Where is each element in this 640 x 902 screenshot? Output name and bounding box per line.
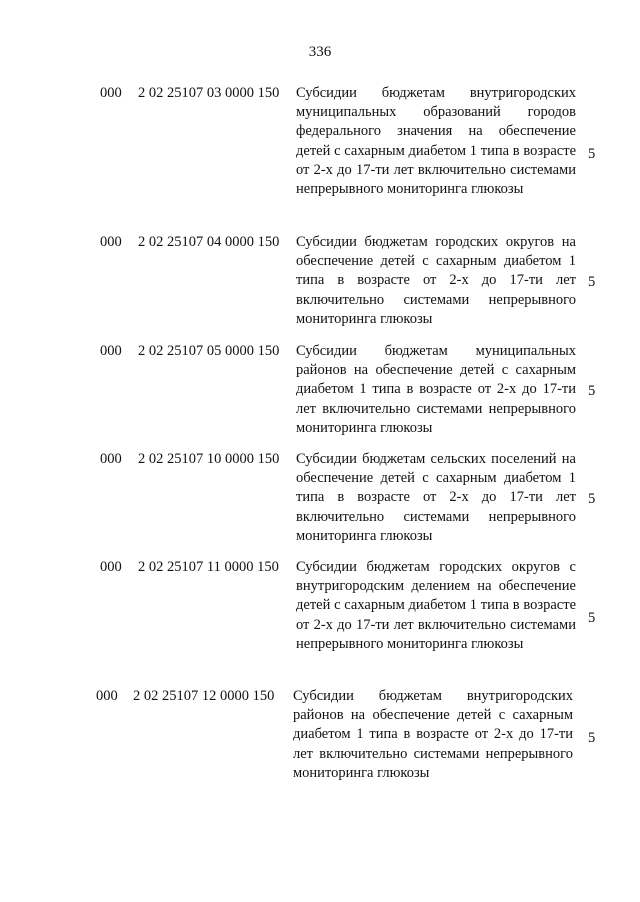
budget-code: 2 02 25107 11 0000 150 (138, 559, 279, 575)
admin-code: 000 (100, 559, 122, 575)
row-value: 5 (588, 146, 596, 162)
admin-code: 000 (100, 343, 122, 359)
row-value: 5 (588, 730, 596, 746)
row-value: 5 (588, 491, 596, 507)
budget-code: 2 02 25107 03 0000 150 (138, 85, 280, 101)
admin-code: 000 (96, 688, 118, 704)
page-number: 336 (308, 44, 332, 60)
row-value: 5 (588, 383, 596, 399)
row-description: Субсидии бюджетам городских округов на обеспечение детей с сахарным диабетом 1 типа в возрасте от 2-х до 17-ти лет включительно системами непрерывного мониторинга глюкозы (296, 234, 576, 327)
row-description: Субсидии бюджетам сельских поселений на обеспечение детей с сахарным диабетом 1 типа в возрасте от 2-х до 17-ти лет включительно системами непрерывного мониторинга глюкозы (296, 451, 576, 544)
row-description: Субсидии бюджетам внутригородских районов на обеспечение детей с сахарным диабетом 1 типа в возрасте от 2-х до 17-ти лет включительно системами непрерывного мониторинга глюкозы (293, 688, 573, 781)
row-value: 5 (588, 274, 596, 290)
budget-code: 2 02 25107 10 0000 150 (138, 451, 280, 467)
budget-code: 2 02 25107 12 0000 150 (133, 688, 275, 704)
admin-code: 000 (100, 451, 122, 467)
admin-code: 000 (100, 234, 122, 250)
row-value: 5 (588, 610, 596, 626)
admin-code: 000 (100, 85, 122, 101)
row-description: Субсидии бюджетам внутригородских муниципальных образований городов федерального значения на обеспечение детей с сахарным диабетом 1 типа в возрасте от 2-х до 17-ти лет включительно системами непрерывного мониторинга глюкозы (296, 85, 576, 198)
budget-code: 2 02 25107 05 0000 150 (138, 343, 280, 359)
row-description: Субсидии бюджетам городских округов с внутригородским делением на обеспечение детей с сахарным диабетом 1 типа в возрасте от 2-х до 17-ти лет включительно системами непрерывного мониторинга глюкозы (296, 559, 576, 652)
budget-code: 2 02 25107 04 0000 150 (138, 234, 280, 250)
row-description: Субсидии бюджетам муниципальных районов на обеспечение детей с сахарным диабетом 1 типа в возрасте от 2-х до 17-ти лет включительно системами непрерывного мониторинга глюкозы (296, 343, 576, 436)
